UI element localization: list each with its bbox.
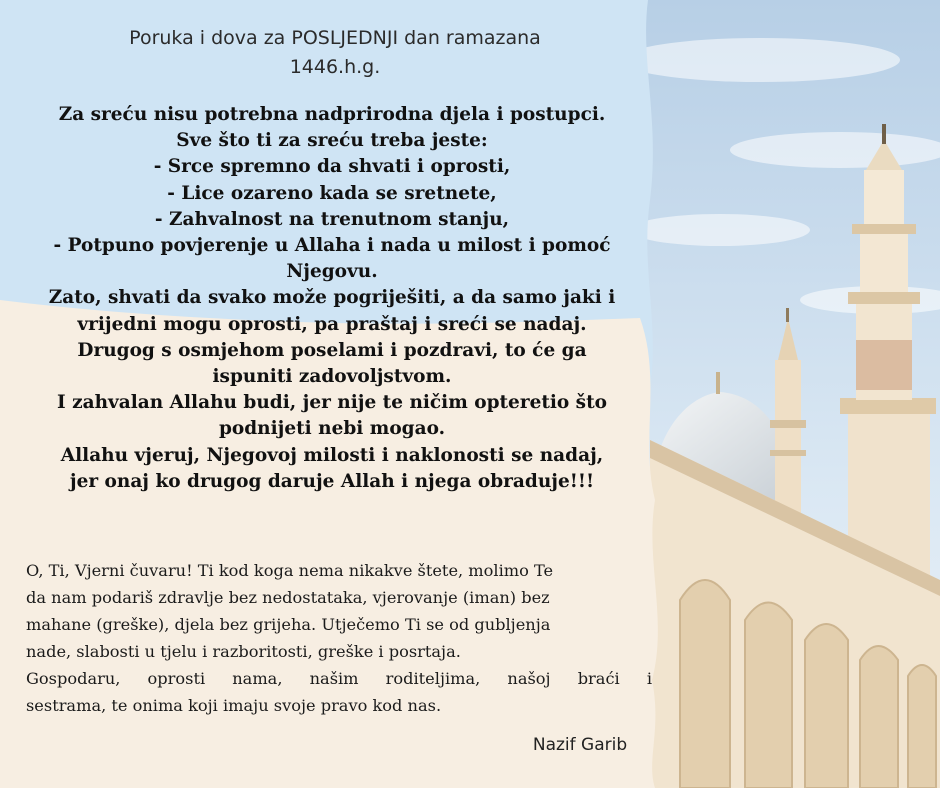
- prayer-line: da nam podariš zdravlje bez nedostataka, vjerovanje (iman) bez: [26, 588, 550, 607]
- message-line: Za sreću nisu potrebna nadprirodna djela i postupci.: [58, 104, 606, 125]
- message-line: Drugog s osmjehom poselami i pozdravi, to će ga: [77, 339, 587, 361]
- title: [30, 24, 640, 82]
- message-line: - Zahvalnost na trenutnom stanju,: [154, 208, 510, 230]
- message-line: podnijeti nebi mogao.: [218, 418, 446, 440]
- prayer-text: [26, 557, 652, 719]
- prayer-line: sestrama, te onima koji imaju svoje pravo kod nas.: [26, 696, 442, 715]
- prayer-line: O, Ti, Vjerni čuvaru! Ti kod koga nema nikakve štete, molimo Te: [26, 561, 554, 580]
- message-line: - Srce spremno da shvati i oprosti,: [153, 156, 511, 178]
- message-line: Zato, shvati da svako može pogriješiti, a da samo jaki i: [48, 287, 616, 309]
- message-line: I zahvalan Allahu budi, jer nije te ničim opteretio što: [57, 392, 607, 414]
- message-line: Sve što ti za sreću treba jeste:: [176, 130, 488, 152]
- message-line: - Potpuno povjerenje u Allaha i nada u milost i pomoć: [53, 235, 611, 257]
- message-line: jer onaj ko drugog daruje Allah i njega obraduje!!!: [69, 470, 595, 492]
- title-line: 1446.h.g.: [289, 56, 381, 78]
- message-line: - Lice ozareno kada se sretnete,: [167, 182, 497, 204]
- message-line: Njegovu.: [286, 261, 378, 283]
- message-line: ispuniti zadovoljstvom.: [212, 366, 452, 388]
- author-signature: Nazif Garib: [532, 735, 628, 755]
- main-message: [12, 102, 652, 495]
- title-line: Poruka i dova za POSLJEDNJI dan ramazana: [129, 27, 541, 49]
- prayer-line: Gospodaru, oprosti nama, našim roditeljima, našoj braći i: [26, 669, 652, 688]
- message-line: Allahu vjeruj, Njegovoj milosti i naklonosti se nadaj,: [60, 444, 604, 466]
- message-line: vrijedni mogu oprosti, pa praštaj i sreći se nadaj.: [77, 313, 587, 335]
- prayer-line: mahane (greške), djela bez grijeha. Utječemo Ti se od gubljenja: [26, 615, 551, 634]
- prayer-line: nade, slabosti u tjelu i razboritosti, greške i posrtaja.: [26, 642, 461, 661]
